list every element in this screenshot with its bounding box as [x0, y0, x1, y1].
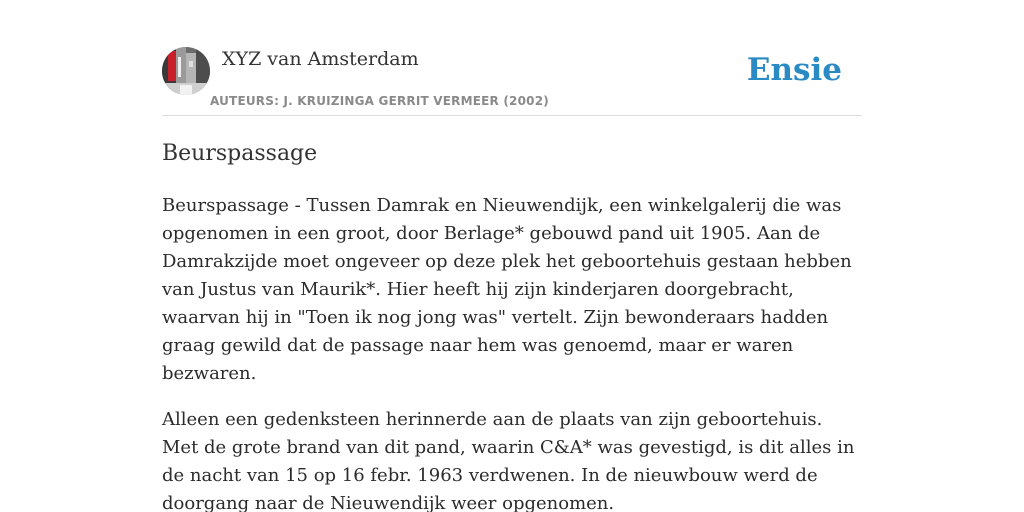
book-cover-avatar[interactable] [162, 47, 210, 95]
entry-paragraph: Alleen een gedenksteen herinnerde aan de plaats van zijn geboortehuis. Met de grote brand van dit pand, waarin C&A* was gevestigd, is dit alles in de nacht van 15 op 16 febr. 1963 verdwenen. In de nieuwbouw werd de doorgang naar de Nieuwendijk weer opgenomen. [162, 409, 855, 512]
book-title[interactable]: XYZ van Amsterdam [222, 48, 419, 70]
entry-title: Beurspassage [162, 141, 318, 166]
ensie-logo-link[interactable]: Ensie [746, 52, 842, 88]
entry-body [162, 192, 862, 512]
entry-paragraph: Beurspassage - Tussen Damrak en Nieuwendijk, een winkelgalerij die was opgenomen in een groot, door Berlage* gebouwd pand uit 1905. Aan de Damrakzijde moet ongeveer op deze plek het geboortehuis gestaan hebben van Justus van Maurik*. Hier heeft hij zijn kinderjaren doorgebracht, waarvan hij in "Toen ik nog jong was" vertelt. Zijn bewonderaars hadden graag gewild dat de passage naar hem was genoemd, maar er waren bezwaren. [162, 195, 852, 384]
book-cover-photo-icon [162, 47, 210, 95]
authors-line: AUTEURS: J. KRUIZINGA GERRIT VERMEER (2002) [210, 94, 549, 108]
book-header [162, 47, 862, 116]
